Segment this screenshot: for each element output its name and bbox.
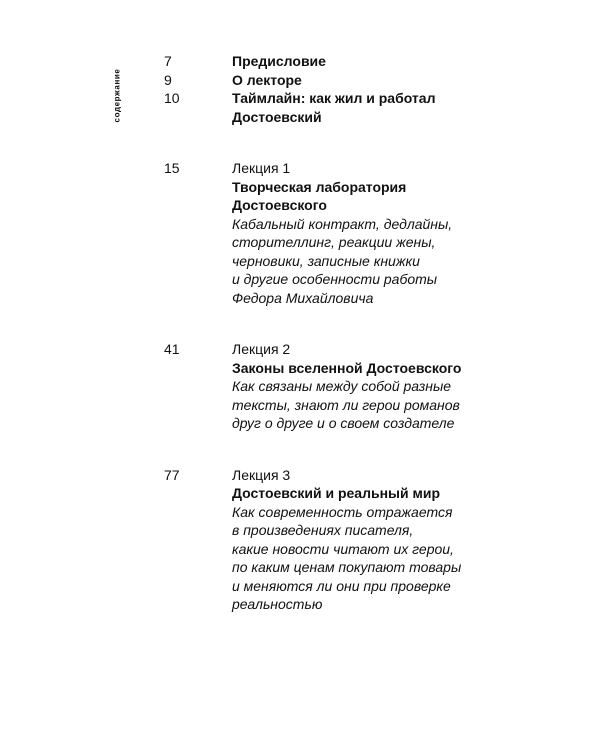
entry-title-line: Таймлайн: как жил и работал — [232, 90, 436, 106]
page-number: 9 — [164, 71, 172, 88]
lecture-description-line: друг о друге и о своем создателе — [232, 415, 455, 431]
lecture-title-line: Достоевского — [232, 197, 327, 213]
toc-entry-about-lecturer[interactable] — [164, 71, 524, 90]
lecture-description-line: сторителлинг, реакции жены, — [232, 234, 436, 250]
lecture-description-line: Федора Михайловича — [232, 289, 374, 306]
toc-entry-lecture-1[interactable] — [164, 159, 524, 307]
lecture-label: Лекция 2 — [232, 341, 291, 357]
page-number: 10 — [164, 90, 180, 106]
page-number: 15 — [164, 160, 180, 176]
lecture-description-line: Кабальный контракт, дедлайны, — [232, 215, 453, 232]
lecture-description-line: реальностью — [232, 596, 323, 612]
lecture-description-line: какие новости читают их герои, — [232, 540, 454, 557]
spacer — [164, 433, 524, 466]
entry-title: Предисловие — [232, 53, 326, 69]
lecture-label: Лекция 1 — [232, 160, 291, 176]
spacer — [164, 307, 524, 340]
lecture-title-line: Достоевский и реальный мир — [232, 485, 441, 501]
entry-title: О лекторе — [232, 71, 302, 88]
table-of-contents — [164, 52, 524, 614]
page-number: 77 — [164, 466, 180, 483]
lecture-description-line: черновики, записные книжки — [232, 252, 420, 269]
spacer — [164, 126, 524, 159]
lecture-description-line: и меняются ли они при проверке — [232, 577, 451, 594]
entry-title-line: Достоевский — [232, 108, 322, 125]
lecture-description-line: в произведениях писателя, — [232, 522, 414, 538]
toc-entry-lecture-3[interactable] — [164, 466, 524, 614]
toc-entry-preface[interactable] — [164, 52, 524, 71]
toc-entry-timeline[interactable] — [164, 89, 524, 126]
lecture-title-line: Творческая лаборатория — [232, 178, 407, 195]
toc-entry-lecture-2[interactable] — [164, 340, 524, 433]
lecture-description-line: и другие особенности работы — [232, 271, 438, 287]
lecture-title-line: Законы вселенной Достоевского — [232, 359, 462, 376]
page-number: 41 — [164, 341, 180, 357]
lecture-description-line: Как современность отражается — [232, 503, 453, 520]
page-number: 7 — [164, 53, 172, 69]
lecture-description-line: тексты, знают ли герои романов — [232, 396, 460, 413]
lecture-description-line: по каким ценам покупают товары — [232, 559, 462, 575]
side-label-text: содержание — [112, 68, 122, 122]
side-label — [110, 60, 124, 130]
lecture-label: Лекция 3 — [232, 466, 291, 483]
lecture-description-line: Как связаны между собой разные — [232, 378, 452, 394]
